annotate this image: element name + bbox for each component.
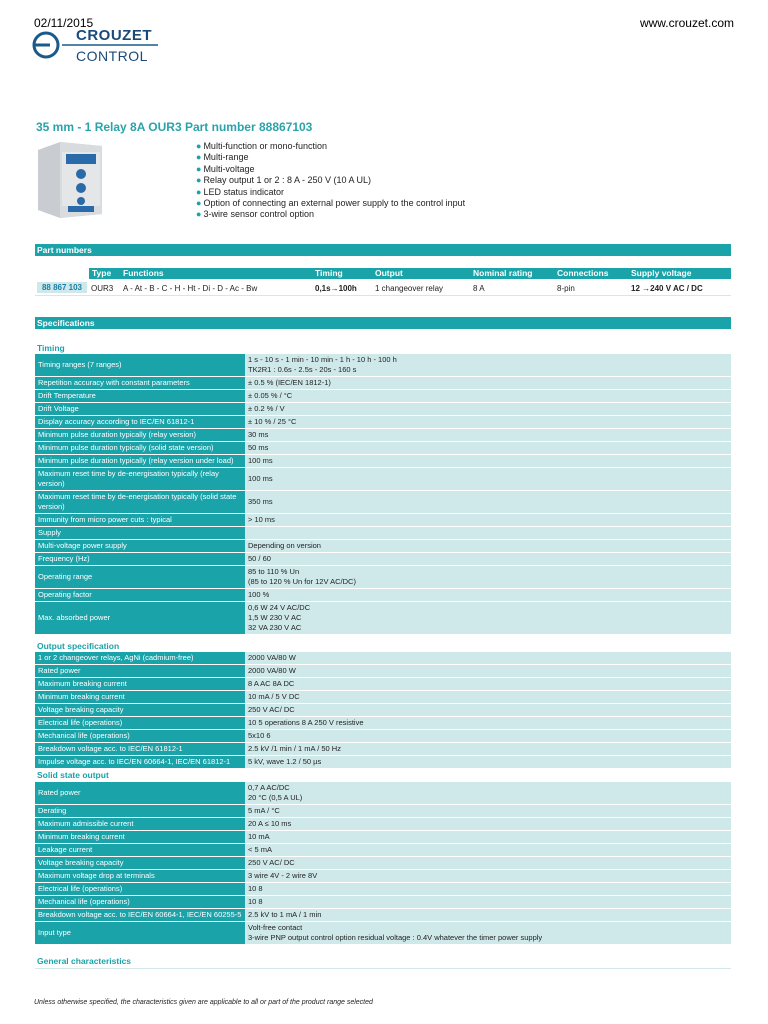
spec-label: Rated power <box>35 665 245 677</box>
row-timing: 0,1s→100h <box>315 284 357 293</box>
timing-title: Timing <box>37 343 65 353</box>
spec-row <box>35 883 731 895</box>
spec-value: 0,7 A AC/DC 20 °C (0,5 A UL) <box>245 782 731 804</box>
timing-table <box>35 353 731 635</box>
spec-value <box>245 527 731 539</box>
spec-label: Breakdown voltage acc. to IEC/EN 61812-1 <box>35 743 245 755</box>
spec-value: 50 / 60 <box>245 553 731 565</box>
spec-value: 250 V AC/ DC <box>245 857 731 869</box>
spec-value: 20 A ≤ 10 ms <box>245 818 731 830</box>
col-timing: Timing <box>315 268 343 278</box>
spec-label: Frequency (Hz) <box>35 553 245 565</box>
spec-row <box>35 540 731 552</box>
spec-label: Display accuracy according to IEC/EN 61812-1 <box>35 416 245 428</box>
spec-row <box>35 870 731 882</box>
spec-row <box>35 665 731 677</box>
spec-row <box>35 553 731 565</box>
col-functions: Functions <box>123 268 164 278</box>
spec-row <box>35 442 731 454</box>
spec-label: 1 or 2 changeover relays, AgNi (cadmium-free) <box>35 652 245 664</box>
spec-row <box>35 377 731 389</box>
spec-row <box>35 602 731 634</box>
part-numbers-column-headers <box>89 268 731 279</box>
spec-label: Electrical life (operations) <box>35 717 245 729</box>
spec-row <box>35 566 731 588</box>
spec-label: Drift Temperature <box>35 390 245 402</box>
spec-value: ± 0.5 % (IEC/EN 1812-1) <box>245 377 731 389</box>
output-title: Output specification <box>37 641 120 651</box>
spec-row <box>35 390 731 402</box>
spec-value: 2000 VA/80 W <box>245 665 731 677</box>
part-numbers-header: Part numbers <box>35 244 731 256</box>
spec-row <box>35 416 731 428</box>
spec-value: ± 0.05 % / °C <box>245 390 731 402</box>
spec-row <box>35 354 731 376</box>
feature-item: ● LED status indicator <box>196 187 465 198</box>
col-output: Output <box>375 268 403 278</box>
spec-label: Minimum pulse duration typically (relay version under load) <box>35 455 245 467</box>
spec-value: 100 % <box>245 589 731 601</box>
logo-text-crouzet: CROUZET <box>76 27 152 44</box>
spec-label: Operating range <box>35 566 245 588</box>
spec-label: Multi-voltage power supply <box>35 540 245 552</box>
spec-value: ± 10 % / 25 °C <box>245 416 731 428</box>
spec-label: Operating factor <box>35 589 245 601</box>
crouzet-logo <box>32 26 162 68</box>
footnote: Unless otherwise specified, the characteristics given are applicable to all or part of the product range selected <box>34 999 373 1006</box>
spec-label: Maximum reset time by de-energisation typically (solid state version) <box>35 491 245 513</box>
spec-row <box>35 831 731 843</box>
spec-row <box>35 857 731 869</box>
spec-value: < 5 mA <box>245 844 731 856</box>
spec-label: Input type <box>35 922 245 944</box>
spec-value: 10 mA / 5 V DC <box>245 691 731 703</box>
spec-row <box>35 678 731 690</box>
spec-row <box>35 743 731 755</box>
feature-item: ● Option of connecting an external power supply to the control input <box>196 198 465 209</box>
spec-row <box>35 491 731 513</box>
spec-label: Minimum breaking current <box>35 691 245 703</box>
spec-label: Maximum voltage drop at terminals <box>35 870 245 882</box>
spec-label: Voltage breaking capacity <box>35 704 245 716</box>
spec-label: Minimum pulse duration typically (relay version) <box>35 429 245 441</box>
spec-row <box>35 403 731 415</box>
spec-label: Impulse voltage acc. to IEC/EN 60664-1, IEC/EN 61812-1 <box>35 756 245 768</box>
page-title: 35 mm - 1 Relay 8A OUR3 Part number 88867103 <box>36 120 313 134</box>
spec-label: Mechanical life (operations) <box>35 896 245 908</box>
spec-label: Rated power <box>35 782 245 804</box>
spec-value: Depending on version <box>245 540 731 552</box>
col-type: Type <box>92 268 112 278</box>
row-functions: A - At - B - C - H - Ht - Di - D - Ac - Bw <box>123 284 258 293</box>
spec-row <box>35 455 731 467</box>
spec-row <box>35 909 731 921</box>
spec-row <box>35 805 731 817</box>
print-date: 02/11/2015 <box>34 16 94 30</box>
spec-value: 10 5 operations 8 A 250 V resistive <box>245 717 731 729</box>
product-image <box>36 140 116 220</box>
spec-value: 5 mA / °C <box>245 805 731 817</box>
spec-row <box>35 818 731 830</box>
general-characteristics-title: General characteristics <box>37 956 132 966</box>
specifications-header: Specifications <box>35 317 731 329</box>
spec-value: 8 A AC 8A DC <box>245 678 731 690</box>
spec-row <box>35 896 731 908</box>
spec-value: 100 ms <box>245 455 731 467</box>
feature-item: ● Multi-voltage <box>196 164 465 175</box>
spec-value: 2.5 kV /1 min / 1 mA / 50 Hz <box>245 743 731 755</box>
spec-label: Leakage current <box>35 844 245 856</box>
spec-label: Max. absorbed power <box>35 602 245 634</box>
spec-value: 10 mA <box>245 831 731 843</box>
spec-row <box>35 756 731 768</box>
spec-value: 0,6 W 24 V AC/DC 1,5 W 230 V AC 32 VA 230 V AC <box>245 602 731 634</box>
spec-value: 85 to 110 % Un (85 to 120 % Un for 12V AC/DC) <box>245 566 731 588</box>
spec-label: Minimum pulse duration typically (solid state version) <box>35 442 245 454</box>
spec-row <box>35 717 731 729</box>
spec-label: Repetition accuracy with constant parameters <box>35 377 245 389</box>
spec-label: Voltage breaking capacity <box>35 857 245 869</box>
spec-value: 3 wire 4V - 2 wire 8V <box>245 870 731 882</box>
spec-value: 50 ms <box>245 442 731 454</box>
spec-value: 10 8 <box>245 896 731 908</box>
feature-item: ● 3-wire sensor control option <box>196 209 465 220</box>
website-url[interactable]: www.crouzet.com <box>639 16 734 30</box>
spec-row <box>35 844 731 856</box>
divider <box>35 295 731 296</box>
spec-label: Maximum reset time by de-energisation typically (relay version) <box>35 468 245 490</box>
spec-label: Derating <box>35 805 245 817</box>
spec-row <box>35 589 731 601</box>
col-supply-voltage: Supply voltage <box>631 268 692 278</box>
spec-label: Maximum admissible current <box>35 818 245 830</box>
spec-value: 100 ms <box>245 468 731 490</box>
row-connections: 8-pin <box>557 284 575 293</box>
row-type: OUR3 <box>91 284 114 293</box>
solid-state-title: Solid state output <box>37 770 109 780</box>
spec-value: 10 8 <box>245 883 731 895</box>
spec-label: Mechanical life (operations) <box>35 730 245 742</box>
logo-text-control: CONTROL <box>76 48 148 64</box>
feature-list <box>196 141 465 221</box>
spec-row <box>35 782 731 804</box>
spec-value: 2.5 kV to 1 mA / 1 min <box>245 909 731 921</box>
spec-label: Maximum breaking current <box>35 678 245 690</box>
feature-item: ● Multi-function or mono-function <box>196 141 465 152</box>
spec-value: 350 ms <box>245 491 731 513</box>
feature-item: ● Multi-range <box>196 152 465 163</box>
spec-row <box>35 922 731 944</box>
feature-item: ● Relay output 1 or 2 : 8 A - 250 V (10 A UL) <box>196 175 465 186</box>
spec-row <box>35 691 731 703</box>
output-table <box>35 651 731 769</box>
spec-label: Breakdown voltage acc. to IEC/EN 60664-1, IEC/EN 60255-5 <box>35 909 245 921</box>
divider <box>35 968 731 969</box>
spec-value: ± 0.2 % / V <box>245 403 731 415</box>
spec-value: > 10 ms <box>245 514 731 526</box>
spec-row <box>35 652 731 664</box>
spec-value: 5x10 6 <box>245 730 731 742</box>
spec-row <box>35 468 731 490</box>
col-connections: Connections <box>557 268 609 278</box>
spec-label: Timing ranges (7 ranges) <box>35 354 245 376</box>
spec-row <box>35 704 731 716</box>
spec-value: 2000 VA/80 W <box>245 652 731 664</box>
spec-label: Electrical life (operations) <box>35 883 245 895</box>
spec-label: Minimum breaking current <box>35 831 245 843</box>
spec-row <box>35 514 731 526</box>
spec-value: Volt-free contact 3-wire PNP output control option residual voltage : 0.4V whatever the timer power supply <box>245 922 731 944</box>
spec-label: Supply <box>35 527 245 539</box>
row-rating: 8 A <box>473 284 485 293</box>
spec-value: 250 V AC/ DC <box>245 704 731 716</box>
spec-value: 30 ms <box>245 429 731 441</box>
solid-state-table <box>35 781 731 945</box>
row-output: 1 changeover relay <box>375 284 444 293</box>
spec-label: Drift Voltage <box>35 403 245 415</box>
spec-row <box>35 527 731 539</box>
row-supply: 12 →240 V AC / DC <box>631 284 703 293</box>
part-number-link[interactable]: 88 867 103 <box>37 282 87 293</box>
spec-value: 1 s - 10 s - 1 min - 10 min - 1 h - 10 h - 100 h TK2R1 : 0.6s - 2.5s - 20s - 160 s <box>245 354 731 376</box>
col-nominal-rating: Nominal rating <box>473 268 533 278</box>
spec-label: Immunity from micro power cuts : typical <box>35 514 245 526</box>
spec-value: 5 kV, wave 1.2 / 50 µs <box>245 756 731 768</box>
spec-row <box>35 429 731 441</box>
spec-row <box>35 730 731 742</box>
